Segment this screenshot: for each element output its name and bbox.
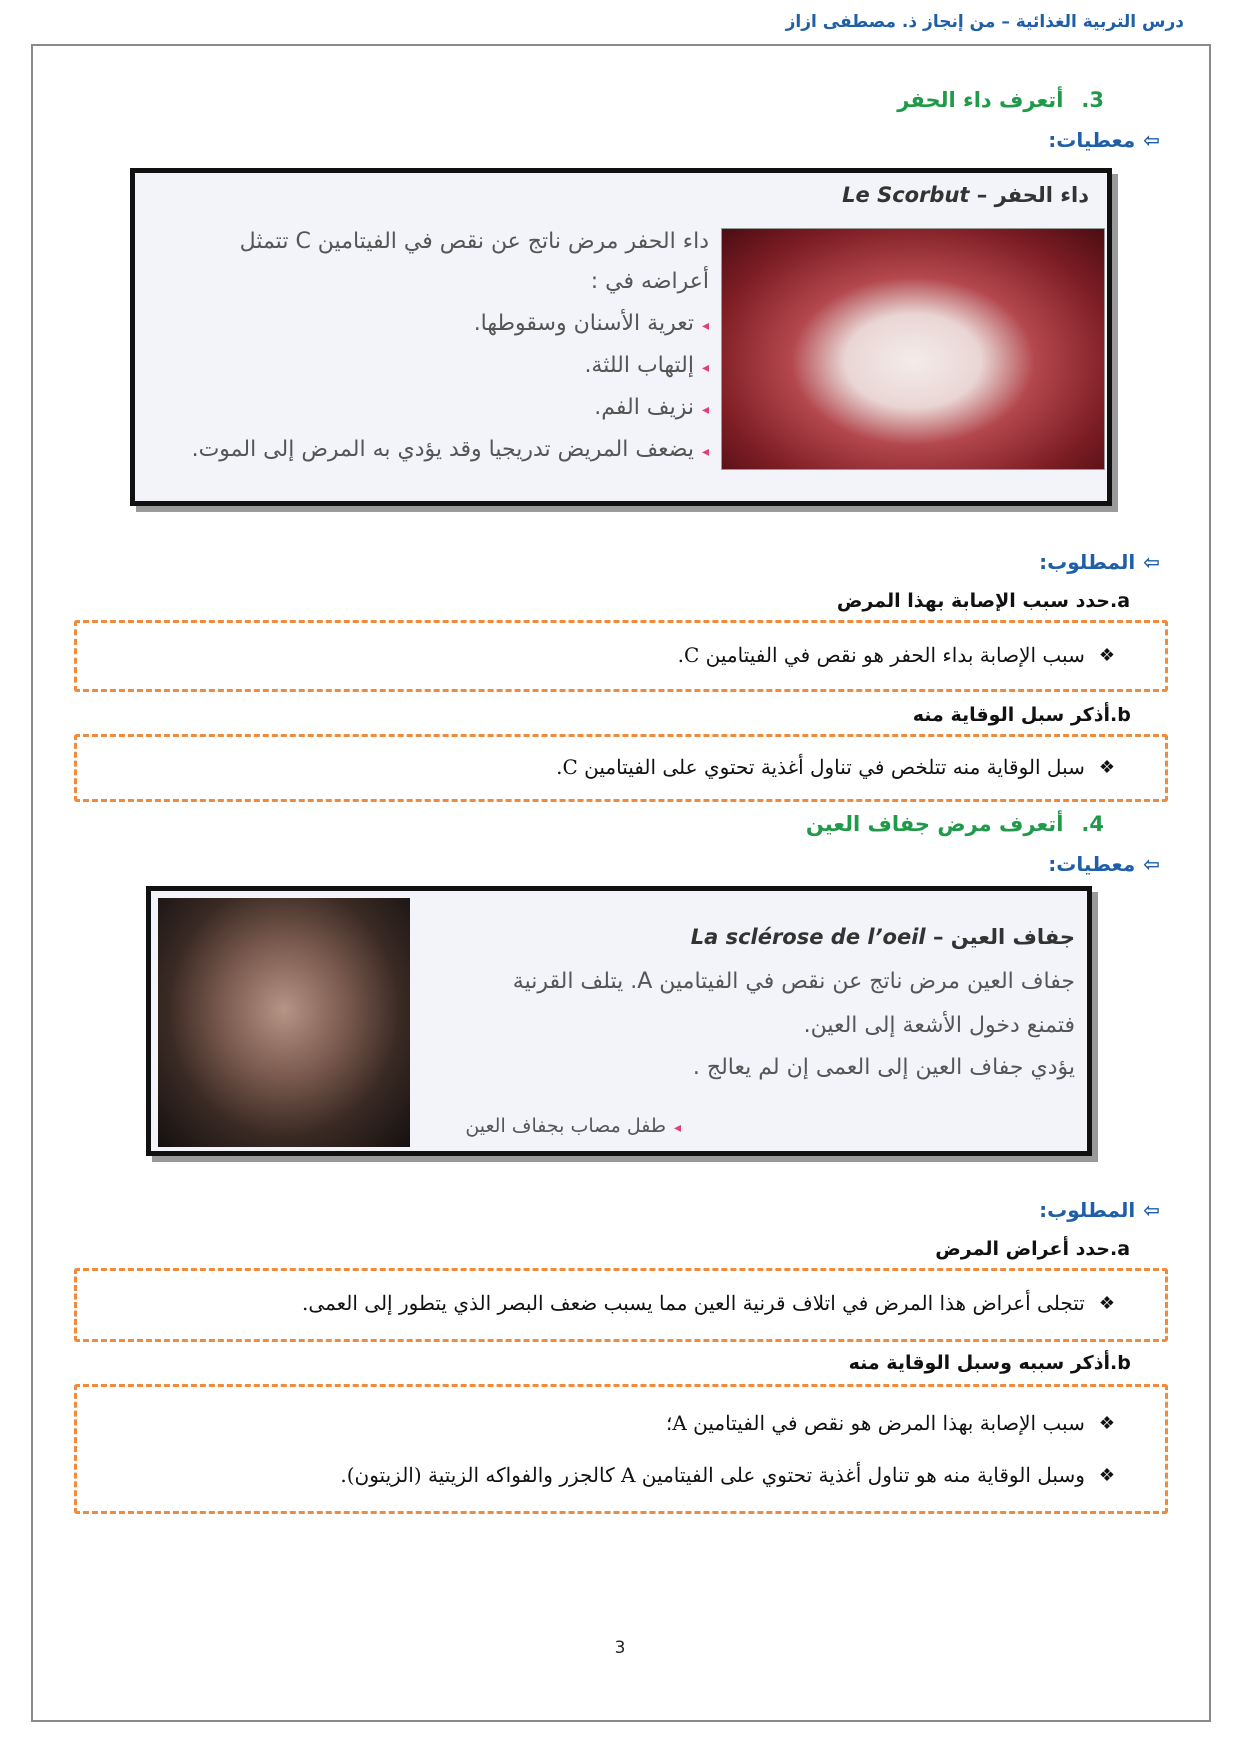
arrow-left-icon: ⇦ (1143, 128, 1160, 152)
scurvy-intro-line2: أعراضه في : (590, 269, 709, 294)
answer-text: وسبل الوقاية منه هو تناول أغذية تحتوي على الفيتامين A كالجزر والفواكه الزيتية (الزيتون). (340, 1463, 1085, 1487)
section-3-number: 3. (1081, 88, 1104, 112)
section-4-title-text: أتعرف مرض جفاف العين (805, 812, 1064, 836)
xerophthalmia-panel-title (691, 925, 1075, 949)
answer-3a-line (678, 643, 1115, 667)
page-number: 3 (614, 1638, 626, 1658)
answer-4a-line (302, 1291, 1115, 1315)
question-letter: a. (1110, 1238, 1131, 1260)
answer-text: سبب الإصابة بهذا المرض هو نقص في الفيتامين A؛ (665, 1411, 1085, 1435)
section-3-title-text: أتعرف داء الحفر (897, 88, 1064, 112)
triangle-bullet-icon: ◂ (673, 1120, 681, 1136)
question-text: أذكر سببه وسبل الوقاية منه (848, 1352, 1110, 1374)
scurvy-symptom-1 (474, 313, 709, 335)
question-letter: b. (1110, 704, 1131, 726)
answer-box-4a (74, 1268, 1168, 1342)
scurvy-data-panel (130, 168, 1112, 506)
required-label-text: المطلوب: (1039, 1198, 1136, 1222)
diamond-bullet-icon: ❖ (1098, 756, 1115, 778)
section-4-title (806, 812, 1104, 836)
question-text: حدد سبب الإصابة بهذا المرض (836, 590, 1110, 612)
triangle-bullet-icon: ◂ (701, 444, 709, 460)
answer-3b-line (556, 755, 1115, 779)
section-3-title (897, 88, 1104, 112)
triangle-bullet-icon: ◂ (701, 360, 709, 376)
symptom-text: يضعف المريض تدريجيا وقد يؤدي به المرض إلى الموت. (191, 437, 694, 462)
question-3b (913, 704, 1160, 726)
caption-text: طفل مصاب بجفاف العين (465, 1115, 666, 1137)
xerophthalmia-data-panel (146, 886, 1092, 1156)
answer-4b-line2 (340, 1463, 1115, 1487)
child-photo-caption (465, 1115, 681, 1137)
answer-box-3b (74, 734, 1168, 802)
symptom-text: إلتهاب اللثة. (584, 353, 694, 378)
answer-text: سبل الوقاية منه تتلخص في تناول أغذية تحتوي على الفيتامين C. (556, 755, 1085, 779)
scurvy-title-fr: Le Scorbut (842, 183, 970, 207)
xero-line3: يؤدي جفاف العين إلى العمى إن لم يعالج . (692, 1055, 1075, 1080)
arrow-left-icon: ⇦ (1143, 1198, 1160, 1222)
symptom-text: تعرية الأسنان وسقوطها. (473, 311, 694, 336)
answer-4b-line1 (666, 1411, 1115, 1435)
scurvy-title-ar: داء الحفر (994, 183, 1089, 207)
answer-box-3a (74, 620, 1168, 692)
given-label-3 (1048, 128, 1160, 152)
answer-box-4b (74, 1384, 1168, 1514)
xero-line1: جفاف العين مرض ناتج عن نقص في الفيتامين A. يتلف القرنية (512, 969, 1075, 994)
diamond-bullet-icon: ❖ (1098, 1464, 1115, 1486)
scurvy-symptom-3 (594, 397, 709, 419)
arrow-left-icon: ⇦ (1143, 852, 1160, 876)
given-label-text: معطيات: (1048, 128, 1136, 152)
required-label-3 (1039, 550, 1160, 574)
required-label-text: المطلوب: (1039, 550, 1136, 574)
triangle-bullet-icon: ◂ (701, 402, 709, 418)
given-label-4 (1048, 852, 1160, 876)
scurvy-intro-line1: داء الحفر مرض ناتج عن نقص في الفيتامين C تتمثل (239, 229, 709, 254)
scurvy-symptom-4 (192, 439, 709, 461)
title-dash: – (932, 925, 944, 949)
xero-title-ar: جفاف العين (950, 925, 1075, 949)
title-dash: – (976, 183, 988, 207)
scurvy-symptom-2 (584, 355, 709, 377)
child-eye-photo (158, 898, 410, 1147)
triangle-bullet-icon: ◂ (701, 318, 709, 334)
question-text: حدد أعراض المرض (935, 1238, 1110, 1260)
diamond-bullet-icon: ❖ (1098, 644, 1115, 666)
symptom-text: نزيف الفم. (594, 395, 694, 420)
question-text: أذكر سبل الوقاية منه (912, 704, 1110, 726)
answer-text: سبب الإصابة بداء الحفر هو نقص في الفيتامين C. (677, 643, 1085, 667)
answer-text: تتجلى أعراض هذا المرض في اتلاف قرنية العين مما يسبب ضعف البصر الذي يتطور إلى العمى. (302, 1291, 1085, 1315)
question-3a (837, 590, 1160, 612)
diamond-bullet-icon: ❖ (1098, 1412, 1115, 1434)
question-letter: b. (1110, 1352, 1131, 1374)
arrow-left-icon: ⇦ (1143, 550, 1160, 574)
question-4b (849, 1352, 1160, 1374)
page-header: درس التربية الغذائية – من إنجاز ذ. مصطفى ازاز (785, 12, 1184, 32)
required-label-4 (1039, 1198, 1160, 1222)
scurvy-teeth-photo (721, 228, 1105, 470)
diamond-bullet-icon: ❖ (1098, 1292, 1115, 1314)
xero-line2: فتمنع دخول الأشعة إلى العين. (803, 1013, 1075, 1038)
xero-title-fr: La sclérose de l’oeil (690, 925, 926, 949)
given-label-text: معطيات: (1048, 852, 1136, 876)
question-letter: a. (1110, 590, 1131, 612)
section-4-number: 4. (1081, 812, 1104, 836)
question-4a (935, 1238, 1160, 1260)
scurvy-panel-title (842, 183, 1089, 207)
